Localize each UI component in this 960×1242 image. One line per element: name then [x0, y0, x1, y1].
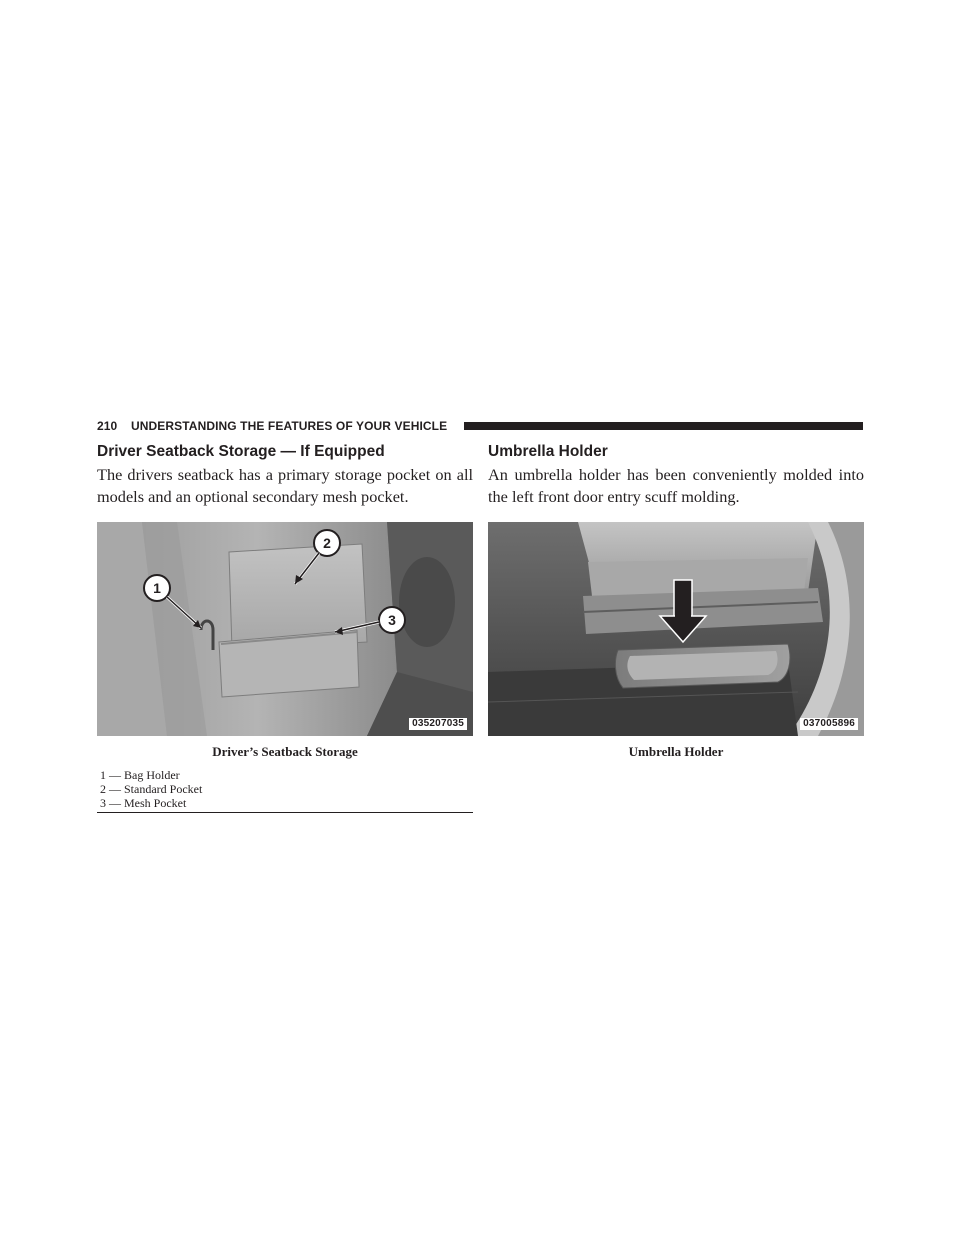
- legend-item: 3 — Mesh Pocket: [100, 796, 187, 810]
- seatback-storage-heading: Driver Seatback Storage — If Equipped: [97, 443, 385, 460]
- figure-code: 037005896: [800, 718, 858, 730]
- legend-item: 2 — Standard Pocket: [100, 782, 203, 796]
- seatback-storage-caption: Driver’s Seatback Storage: [212, 744, 358, 759]
- callout-1-label: 1: [153, 580, 161, 596]
- seatback-storage-photo: [97, 522, 473, 736]
- right-column: [488, 442, 864, 760]
- section-title: UNDERSTANDING THE FEATURES OF YOUR VEHICLE: [131, 419, 448, 433]
- seatback-storage-illustration: [97, 522, 473, 736]
- umbrella-holder-illustration: [488, 522, 864, 736]
- figure-code: 035207035: [409, 718, 467, 730]
- callout-3-label: 3: [388, 612, 396, 628]
- running-header: [97, 418, 863, 434]
- header-rule-bar: [464, 422, 863, 430]
- callout-legend: [97, 768, 473, 813]
- umbrella-holder-body: An umbrella holder has been conveniently molded into the left front door entry scuff molding.: [488, 465, 864, 506]
- legend-item: 1 — Bag Holder: [100, 768, 180, 782]
- umbrella-holder-caption: Umbrella Holder: [628, 744, 724, 759]
- callout-2-label: 2: [323, 535, 331, 551]
- seatback-storage-body: The drivers seatback has a primary storage pocket on all models and an optional secondary mesh pocket.: [97, 465, 473, 506]
- umbrella-holder-photo: [488, 522, 864, 736]
- umbrella-holder-heading: Umbrella Holder: [488, 443, 608, 460]
- page-number: 210: [97, 419, 118, 433]
- left-column: [97, 442, 473, 813]
